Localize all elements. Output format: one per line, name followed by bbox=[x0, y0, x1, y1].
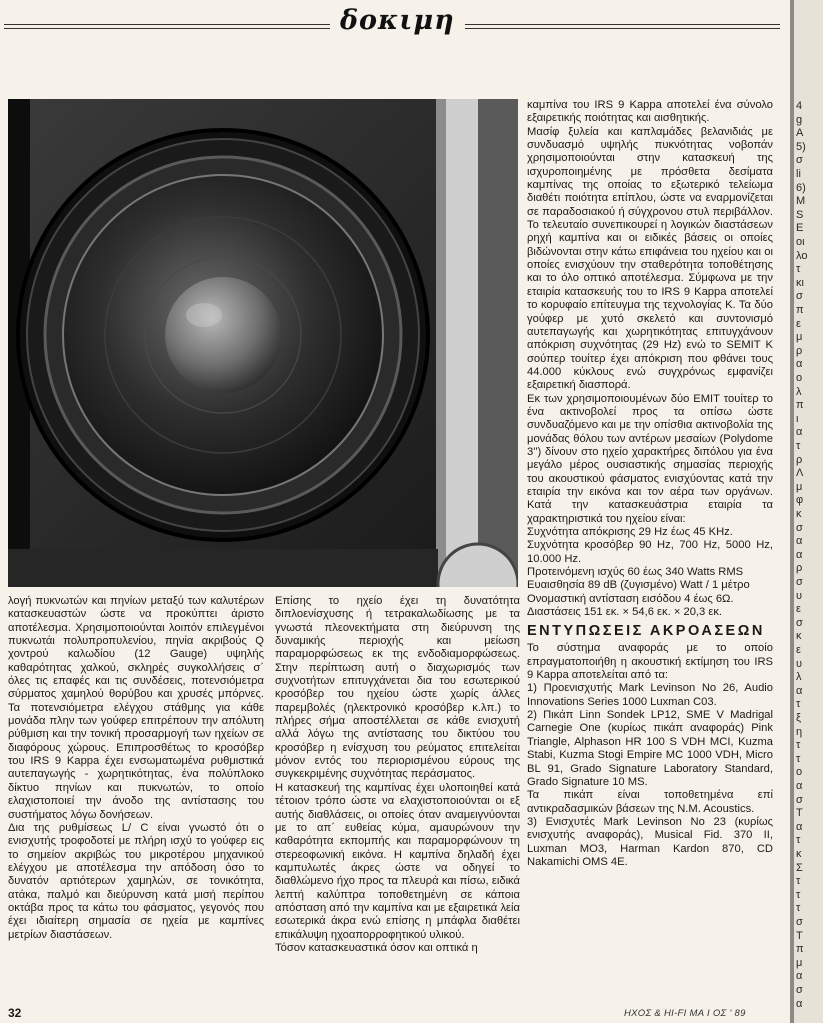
adjacent-page-fragment: τ bbox=[796, 440, 801, 452]
spec-line: Ευαισθησία 89 dB (ζυγισμένο) Watt / 1 μέτρο bbox=[527, 579, 750, 592]
adjacent-page-fragment: κ bbox=[796, 848, 802, 860]
adjacent-page-fragment: 4 bbox=[796, 100, 803, 112]
adjacent-page-fragment: 6) bbox=[796, 181, 806, 194]
adjacent-page-fragment: τ bbox=[796, 875, 801, 888]
section-heading: ΕΝΤΥΠΩΣΕΙΣ ΑΚΡΟΑΣΕΩΝ bbox=[527, 623, 765, 640]
page-number: 32 bbox=[8, 1006, 22, 1020]
paragraph: Δια της ρυθμίσεως L/ C είναι γνωστό ότι ο ενισχυτής τροφοδοτεί με πλήρη ισχύ το γούφερ εις το σημείον ακριβώς του μικροτέρου μηχανικού ελέγχου με αποτέλεσμα την απόδοση όσο το δυνατόν αρτιότερων χαμηλών, σε τονικότητα, ατάκα, παλμό και διεύρυνση κατά μισή περίπου οκτάβα προς τα κάτω του φάσματος, γεγονός που έχει ιδιαίτερη σημασία σε ηχεία με καμπίνες μετρίων διαστάσεων. bbox=[8, 821, 264, 941]
adjacent-page-fragment: ι bbox=[796, 412, 799, 425]
reference-item: 2) Πικάπ Linn Sondek LP12, SME V Madrigal Carnegie One (κυρίως πικάπ αναφοράς) Pink Triangle, Alphason HR 100 S VDH MCI, Kuzma Stabi, Kuzma Stogi Empire MC 1000 VDH, Micro BL 91, Grado Signature Laboratory Standard, Grado Signature 10 MS. bbox=[527, 709, 773, 788]
text-column-2 bbox=[275, 595, 520, 955]
adjacent-page-fragment: μ bbox=[796, 480, 803, 493]
adjacent-page-fragment: υ bbox=[796, 657, 803, 670]
adjacent-page-fragment: Τ bbox=[796, 807, 803, 820]
adjacent-page-fragment: ε bbox=[796, 644, 801, 656]
adjacent-page-fragment: τ bbox=[796, 888, 801, 901]
adjacent-page-fragment: τ bbox=[796, 902, 801, 915]
paragraph: Εκ των χρησιμοποιουμένων δύο EMIT τουίτερ το ένα ακτινοβολεί προς τα οπίσω ώστε συνδυαζόμενο και με την οπίσθια ακτινοβολία της μονάδας θόλου των αντέρων μεσαίων (Polydome 3'') δίνουν στο ηχείο χαρακτήρες διπόλου για ένα μεγάλο μέρος ουσιαστικής σημασίας περιοχής του ακουστικού φάσματος ενισχύοντας κατά την εταιρία την εικόνα και τον αέρα των οργάνων. Κατά την κατασκευάστρια εταιρία τα χαρακτηριστικά του ηχείου είναι: bbox=[527, 392, 773, 525]
adjacent-page-fragment: μ bbox=[796, 331, 803, 344]
adjacent-page-fragment: σ bbox=[796, 984, 803, 996]
adjacent-page-fragment: Λ bbox=[796, 467, 804, 480]
adjacent-page-fragment: κι bbox=[796, 276, 804, 289]
adjacent-page-edge bbox=[794, 0, 823, 1023]
adjacent-page-fragment: λ bbox=[796, 385, 802, 398]
adjacent-page-fragment: α bbox=[796, 684, 803, 697]
spec-line: Ονομαστική αντίσταση εισόδου 4 έως 6Ω. bbox=[527, 592, 734, 605]
adjacent-page-fragment: σ bbox=[796, 616, 803, 629]
adjacent-page-fragment: Σ bbox=[796, 861, 803, 874]
adjacent-page-fragment: α bbox=[796, 426, 803, 439]
adjacent-page-fragment: ρ bbox=[796, 453, 803, 466]
paragraph: καμπίνα του IRS 9 Kappa αποτελεί ένα σύνολο εξαιρετικής ποιότητας και αισθητικής. bbox=[527, 99, 773, 125]
adjacent-page-fragment: π bbox=[796, 943, 804, 956]
adjacent-page-fragment: τ bbox=[796, 263, 801, 276]
text-column-3 bbox=[527, 99, 773, 869]
adjacent-page-fragment: α bbox=[796, 970, 803, 983]
spec-line: Συχνότητα κροσόβερ 90 Hz, 700 Hz, 5000 Hz, 10.000 Hz. bbox=[527, 539, 773, 565]
adjacent-page-fragment: ε bbox=[796, 317, 801, 330]
reference-item: 1) Προενισχυτής Mark Levinson No 26, Audio Innovations Series 1000 Luxman C03. bbox=[527, 682, 773, 708]
adjacent-page-fragment: κ bbox=[796, 508, 802, 520]
adjacent-page-fragment: 5) bbox=[796, 140, 806, 153]
adjacent-page-fragment: λ bbox=[796, 671, 802, 684]
adjacent-page-fragment: α bbox=[796, 358, 803, 371]
adjacent-page-fragment: οι bbox=[796, 236, 805, 248]
adjacent-page-fragment: M bbox=[796, 195, 806, 208]
adjacent-page-fragment: σ bbox=[796, 290, 803, 303]
adjacent-page-fragment: μ bbox=[796, 956, 803, 969]
adjacent-page-fragment: τ bbox=[796, 752, 801, 765]
section-tag: δοκιμη bbox=[330, 4, 465, 38]
paragraph: Τόσον κατασκευαστικά όσον και οπτικά η bbox=[275, 941, 478, 954]
spec-line: Προτεινόμενη ισχύς 60 έως 340 Watts RMS bbox=[527, 566, 744, 579]
spec-line: Διαστάσεις 151 εκ. × 54,6 εκ. × 20,3 εκ. bbox=[527, 606, 723, 619]
adjacent-page-fragment: Τ bbox=[796, 929, 803, 942]
adjacent-page-fragment: ο bbox=[796, 372, 803, 384]
adjacent-page-fragment: λο bbox=[796, 249, 808, 262]
adjacent-page-fragment: κ bbox=[796, 630, 802, 643]
adjacent-page-fragment: g bbox=[796, 113, 803, 126]
adjacent-page-fragment: α bbox=[796, 535, 803, 548]
spec-line: Συχνότητα απόκρισης 29 Hz έως 45 KHz. bbox=[527, 526, 733, 538]
paragraph: Η κατασκευή της καμπίνας έχει υλοποιηθεί κατά τέτοιον τρόπο ώστε να ελαχιστοποιούνται οι εξ αυτής διαθλάσεις, οι οποίες όταν αναμειγνύονται με το απ΄ ευθείας κύμα, αμαυρώνουν την καθαρότητα εκπομπής και παραμορφώνουν τη στερεοφωνική εικόνα. Η καμπίνα δηλαδή έχει καμπυλωτές άκρες ώστε να οδηγεί το διαθλώμενο ήχο προς τα πλευρά και πίσω, ειδικά λεπτή καλύπτρα τοποθετημένη σε κάποια απόσταση από την καμπίνα και με εξαιρετικά λεία εσωτερικά άκρα ενώ επίσης η μπάφλα διαθέτει επικάλυψη ηχοαπορροφητικού υλικού. bbox=[275, 781, 520, 941]
adjacent-page-fragment: σ bbox=[796, 793, 803, 806]
paragraph: λογή πυκνωτών και πηνίων μεταξύ των καλυτέρων κατασκευαστών ώστε να προκύπτει άριστο αποτέλεσμα. Χρησιμοποιούνται λοιπόν επιλεγμένοι πυκνωτάι πολυπροπυλενίου, πηνία ακριβούς Q χοντρού καλωδίου (12 Gauge) υψηλής καθαρότητας χαλκού, σκληρές συγκολλήσεις σ΄ όλες τις επαφές και τις συνδέσεις, ποτενσιόμετρα σύρματος χαμηλού θορύβου και χρυσές μπόρνες. Τα ποτενσιόμετρα ελέγχου στάθμης για κάθε μονάδα πλην των γούφερ επιτρέπουν την απόλυτη ρύθμιση και την τονική προσαρμογή των ηχείων σε διαφόρους χώρους. Επιπροσθέτως το κροσόβερ του IRS 9 Kappa έχει ενσωματωμένα ρυθμιστικά αυτεπαγωγής - χωρητικότητας, ένα πολύπλοκο δίκτυο πηνίων και πυκνωτών, το οποίο ελαχιστοποιεί την άνοδο της αντίστασης του συστήματος λόγω δονήσεων. bbox=[8, 595, 264, 821]
adjacent-page-fragment: τ bbox=[796, 739, 801, 752]
text-column-1 bbox=[8, 595, 264, 942]
paragraph: Μασίφ ξυλεία και καπλαμάδες βελανιδιάς με συνδυασμό υψηλής πυκνότητας νοβοπάν χρησιμοποιούνται στην κατασκευή της ισχυροποιημένης με πρόσθετα δεσίματα καμπίνας της οποίας το εξωτερικό τελείωμα διαθέτι ποιότητα επίπλου, ώστε να εναρμονίζεται σε παραδοσιακού ή σύγχρονου στυλ περιβάλλον. Το τελευταίο συνεπικουρεί η λογικών διαστάσεων ρηχή καμπίνα και οι ειδικές βάσεις οι οποίες βιδώνονται στην κάτω επιφάνεια του ηχείου και οι οποίες ενισχύουν την σταθερότητα τοποθέτησης και το όλο οπτικό αποτέλεσμα. Σύμφωνα με την εταιρία κατασκευής του το IRS 9 Kappa αποτελεί το κορυφαίο επίτευγμα της τεχνολογίας Κ. Τα δύο γούφερ με χυτό σκελετό και συντονισμό αυτεπαγωγής και χωρητικότητας επιτυγχάνουν απόκριση συχνότητας (29 Hz) ενώ το SEMIT K σούπερ τουίτερ έχει απόκριση που φθάνει τους 44.000 κύκλους ενώ συγχρόνως εμφανίζει εξαιρετική διασπορά. bbox=[527, 125, 773, 392]
adjacent-page-fragment: φ bbox=[796, 494, 804, 507]
adjacent-page-fragment: α bbox=[796, 997, 803, 1010]
adjacent-page-fragment: ξ bbox=[796, 712, 801, 724]
adjacent-page-fragment: ο bbox=[796, 766, 803, 779]
adjacent-page-fragment: σ bbox=[796, 154, 803, 167]
running-footer: ΗΧΟΣ & HI-FI ΜΑ Ι ΟΣ ' 89 bbox=[624, 1008, 746, 1019]
adjacent-page-fragment: υ bbox=[796, 589, 803, 602]
adjacent-page-fragment: σ bbox=[796, 576, 803, 588]
adjacent-page-fragment: A bbox=[796, 127, 804, 140]
adjacent-page-fragment: E bbox=[796, 222, 804, 235]
speaker-photo bbox=[8, 99, 518, 587]
adjacent-page-fragment: η bbox=[796, 725, 803, 738]
adjacent-page-fragment: α bbox=[796, 548, 803, 561]
adjacent-page-fragment: ε bbox=[796, 603, 801, 616]
adjacent-page-fragment: α bbox=[796, 780, 803, 792]
adjacent-page-fragment: τ bbox=[796, 834, 801, 847]
paragraph: Επίσης το ηχείο έχει τη δυνατότητα διπλοενίσχυσης ή τετρακαλωδίωσης με τα γνωστά πλεονεκτήματα στη διεύρυνση της δυναμικής περιοχής και μείωση παραμορφώσεως εκ της ενδοδιαμορφώσεως. Στην περίπτωση αυτή ο διαχωρισμός των συχνοτήτων επιτυγχάνεται δια του εσωτερικού κροσόβερ του ηχείου ώστε χωρίς άλλες παρεμβολές (ηλεκτρονικό κροσόβερ κ.λπ.) το πλήρες σήμα αποστέλλεται σε κάθε ενισχυτή αλλά λόγω της αντίστασης του δικτύου του κροσόβερ η ενίσχυση του ρεύματος επιτελείται μόνον εντός του περιορισμένου εύρους της συγκεκριμένης συχνότητας περάσματος. bbox=[275, 595, 520, 781]
adjacent-page-fragment: ρ bbox=[796, 562, 803, 575]
adjacent-page-fragment: π bbox=[796, 399, 804, 412]
adjacent-page-fragment: ρ bbox=[796, 344, 803, 357]
adjacent-page-fragment: σ bbox=[796, 521, 803, 534]
adjacent-page-fragment: li bbox=[796, 168, 801, 180]
paragraph: Το σύστημα αναφοράς με το οποίο επραγματοποιήθη η ακουστική εκτίμηση του IRS 9 Kappa αποτελείται από τα: bbox=[527, 642, 773, 682]
reference-item: 3) Ενισχυτές Mark Levinson No 23 (κυρίως ενισχυτής αναφοράς), Musical Fid. 370 II, Luxman MO3, Harman Kardon 870, CD Nakamichi OMS 4E. bbox=[527, 815, 773, 868]
adjacent-page-fragment: τ bbox=[796, 698, 801, 711]
adjacent-page-fragment: σ bbox=[796, 916, 803, 928]
woofer-illustration bbox=[8, 99, 518, 587]
adjacent-page-fragment: π bbox=[796, 304, 804, 316]
adjacent-page-fragment: S bbox=[796, 208, 804, 221]
adjacent-page-fragment: α bbox=[796, 820, 803, 833]
reference-item: Τα πικάπ είναι τοποθετημένα επί αντικραδασμικών βάσεων της N.M. Acoustics. bbox=[527, 789, 773, 815]
